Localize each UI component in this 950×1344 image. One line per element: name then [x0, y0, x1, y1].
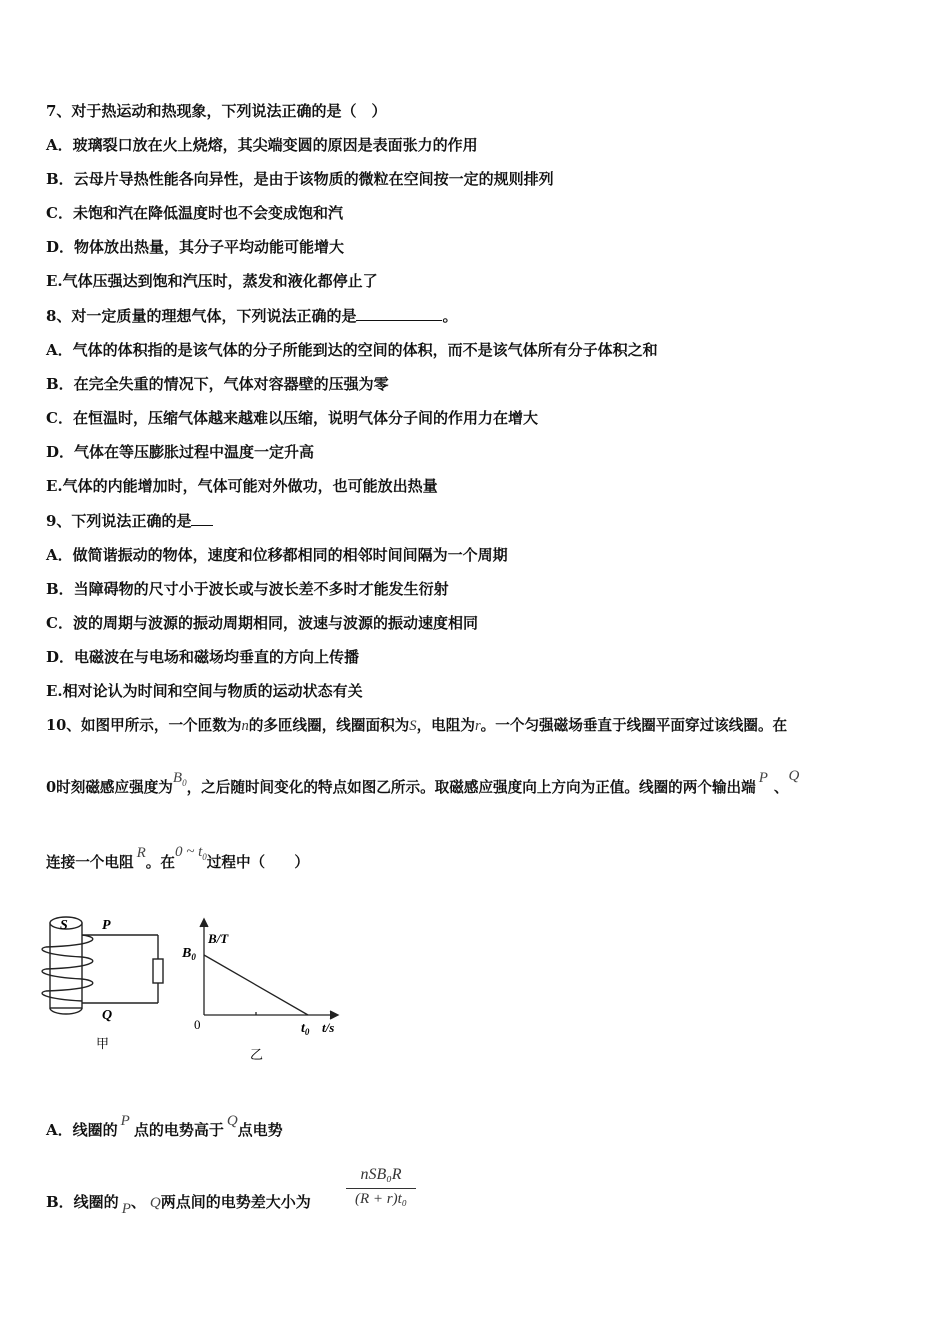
coil-label-p: P	[102, 918, 111, 933]
time-range	[175, 844, 207, 860]
axis-origin-label: 0	[194, 1017, 201, 1032]
q8-stem-line	[46, 306, 457, 326]
fraction-numerator: nSB₀R	[360, 1166, 402, 1183]
var-n: n	[241, 718, 249, 734]
q8-option-a: A．气体的体积指的是该气体的分子所能到达的空间的体积，而不是该气体所有分子体积之和	[46, 341, 658, 359]
q10-line-3	[46, 844, 309, 878]
q7-option-d: D．物体放出热量，其分子平均动能可能增大	[46, 238, 345, 256]
var-q: Q	[226, 1113, 238, 1129]
axis-b0-sub: 0	[191, 952, 196, 962]
axis-t0-sub: 0	[304, 1027, 310, 1037]
q9-option-d: D．电磁波在与电场和磁场均垂直的方向上传播	[46, 648, 360, 666]
var-q: Q	[149, 1195, 161, 1211]
var-b0	[173, 770, 187, 786]
q10-text: A．线圈的	[46, 1121, 118, 1139]
q10-line-1	[46, 716, 787, 736]
var-p: P	[758, 770, 768, 786]
q10-text: 。在	[145, 854, 175, 871]
axis-b0-label	[181, 946, 196, 962]
q10-option-b	[46, 1192, 311, 1217]
axis-t0-base: t	[301, 1021, 305, 1036]
var-q: Q	[788, 768, 800, 784]
q10-text: 0时刻磁感应强度为	[46, 779, 173, 796]
coil-label-s: S	[60, 918, 68, 933]
coil-label-q: Q	[102, 1008, 113, 1023]
q10-option-a	[46, 1113, 283, 1141]
fraction-denominator: (R + r)t₀	[355, 1191, 407, 1207]
var-b0-base: B	[172, 770, 183, 786]
q7-option-e: E.气体压强达到饱和汽压时，蒸发和液化都停止了	[46, 272, 378, 290]
figure-caption-left: 甲	[96, 1036, 110, 1051]
q9-option-b: B．当障碍物的尺寸小于波长或与波长差不多时才能发生衍射	[46, 580, 449, 598]
q10-text: 点的电势高于	[133, 1121, 224, 1139]
var-s: S	[409, 718, 417, 734]
q9-option-a: A．做简谐振动的物体，速度和位移都相同的相邻时间间隔为一个周期	[46, 546, 508, 564]
axis-y-label: B/T	[208, 931, 229, 946]
q10-text: ，之后随时间变化的特点如图乙所示。取磁感应强度向上方向为正值。线圈的两个输出端	[186, 779, 756, 796]
q10-text: 过程中（ ）	[206, 854, 309, 871]
separator: 、	[773, 779, 789, 796]
q9-option-e: E.相对论认为时间和空间与物质的运动状态有关	[46, 682, 363, 700]
axis-b0-base: B	[182, 946, 192, 961]
q8-stem: 8、对一定质量的理想气体，下列说法正确的是	[46, 307, 357, 325]
q10-text: 点电势	[237, 1121, 283, 1139]
q9-answer-blank[interactable]	[191, 511, 213, 526]
q10-text: 两点间的电势差大小为	[160, 1193, 311, 1211]
q10-text: 连接一个电阻	[46, 854, 134, 871]
var-p: P	[121, 1201, 131, 1217]
q10-text: 的多匝线圈，线圈面积为	[248, 717, 410, 734]
q10-figure	[40, 905, 360, 1065]
var-r-resistor: R	[136, 845, 146, 861]
q10-line-2	[46, 768, 800, 803]
time-range-sub: 0	[202, 852, 207, 862]
q8-stem-end: 。	[442, 307, 458, 325]
q9-stem-line	[46, 511, 213, 531]
q7-option-a: A．玻璃裂口放在火上烧熔，其尖端变圆的原因是表面张力的作用	[46, 136, 478, 154]
separator: 、	[130, 1193, 146, 1211]
axis-t0-label	[301, 1021, 310, 1037]
q10-text: 。一个匀强磁场垂直于线圈平面穿过该线圈。在	[480, 717, 788, 734]
q8-answer-blank[interactable]	[356, 306, 442, 321]
q10-text: ，电阻为	[416, 717, 475, 734]
b-decay-line	[204, 955, 308, 1015]
q7-option-c: C．未饱和汽在降低温度时也不会变成饱和汽	[46, 204, 343, 222]
figure-caption-right: 乙	[250, 1047, 264, 1062]
q7-option-b: B．云母片导热性能各向异性，是由于该物质的微粒在空间按一定的规则排列	[46, 170, 554, 188]
q8-option-b: B．在完全失重的情况下，气体对容器壁的压强为零	[46, 375, 389, 393]
q9-option-c: C．波的周期与波源的振动周期相同，波速与波源的振动速度相同	[46, 614, 478, 632]
var-p: P	[120, 1113, 130, 1129]
var-b0-sub: 0	[182, 778, 187, 788]
q9-stem: 9、下列说法正确的是	[46, 512, 192, 530]
axis-x-label: t/s	[322, 1020, 335, 1035]
time-range-base: 0 ~ t	[174, 844, 203, 860]
q8-option-e: E.气体的内能增加时，气体可能对外做功，也可能放出热量	[46, 477, 438, 495]
q8-option-d: D．气体在等压膨胀过程中温度一定升高	[46, 443, 315, 461]
q10-text: 10、如图甲所示，一个匝数为	[46, 717, 242, 734]
q8-option-c: C．在恒温时，压缩气体越来越难以压缩，说明气体分子间的作用力在增大	[46, 409, 538, 427]
fraction-bar	[346, 1188, 416, 1189]
q7-stem: 7、对于热运动和热现象，下列说法正确的是（ ）	[46, 102, 387, 120]
q10-text: B．线圈的	[46, 1193, 119, 1211]
var-r: r	[474, 718, 481, 734]
emf-fraction	[346, 1166, 416, 1216]
